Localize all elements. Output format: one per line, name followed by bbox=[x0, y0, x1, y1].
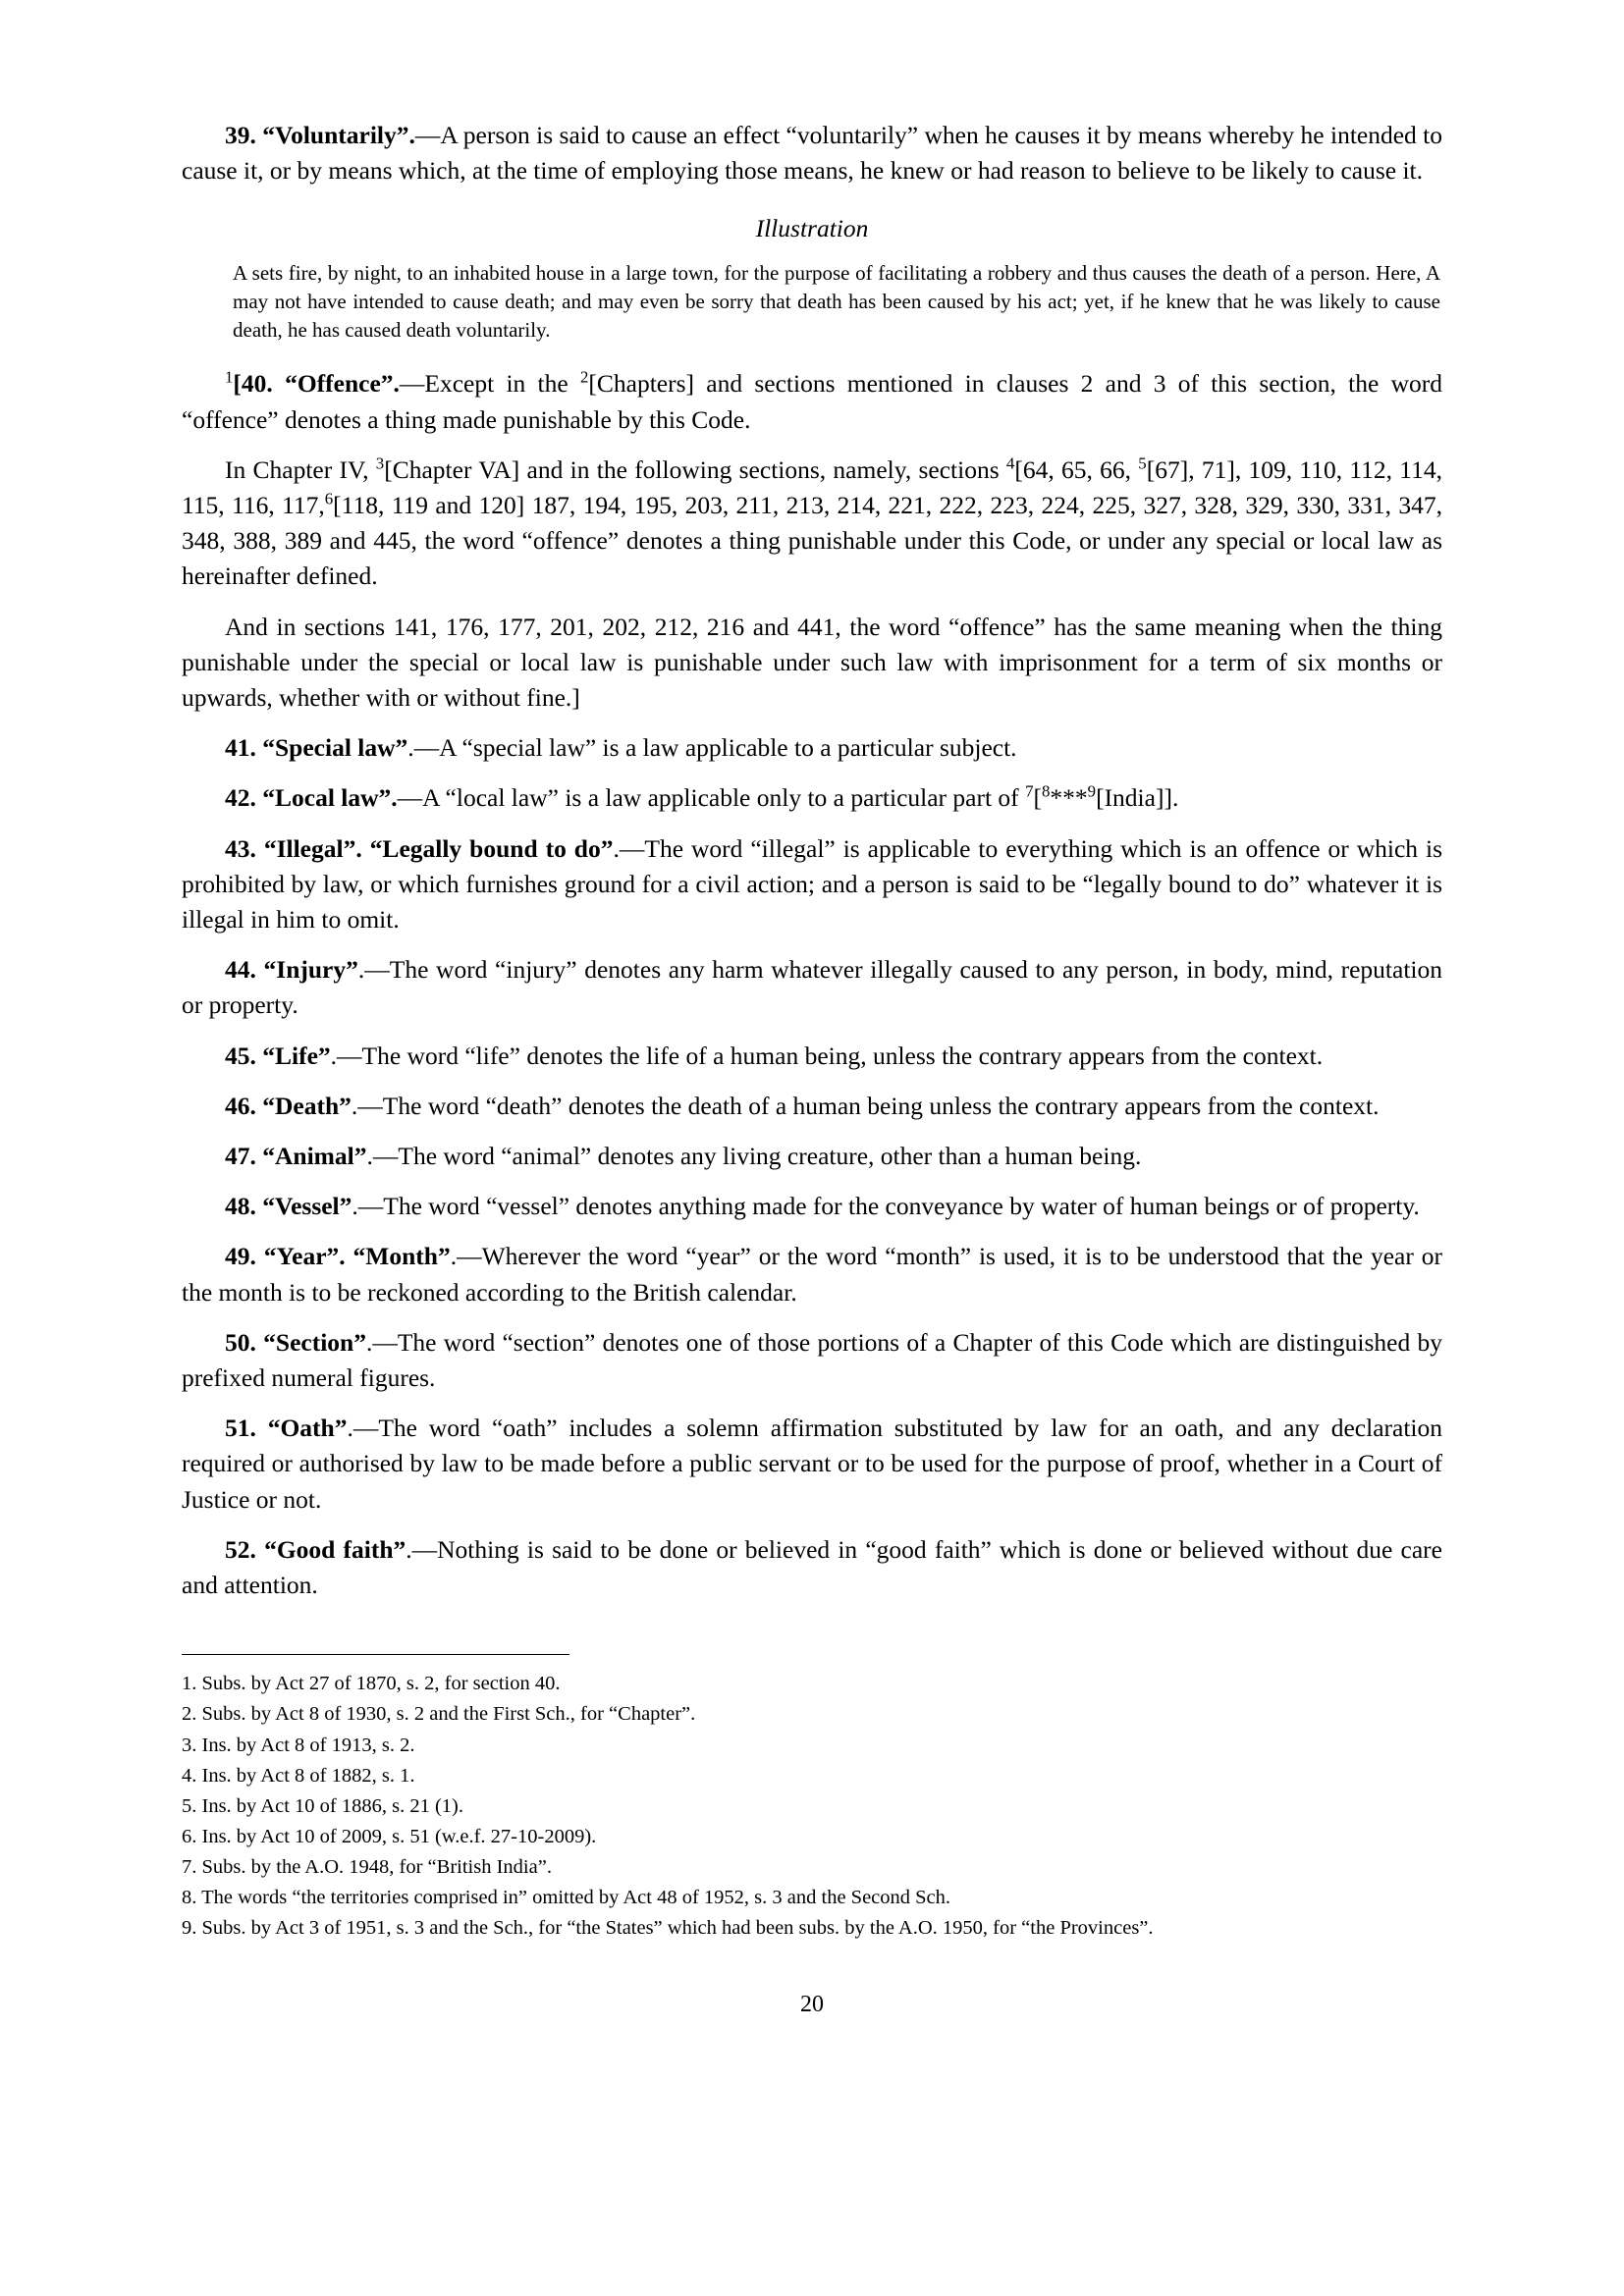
section-39-number: 39. bbox=[225, 121, 256, 149]
footnote-separator bbox=[182, 1654, 569, 1655]
section-40-paragraph-3: And in sections 141, 176, 177, 201, 202, 212, 216 and 441, the word “offence” has the same meaning when the thing punishable under the special or local law is punishable under such law with imprisonment for a term of six months or upwards, whether with or without fine.] bbox=[182, 612, 1442, 712]
footnote-ref-2: 2 bbox=[579, 367, 589, 387]
section-52-number: 52. bbox=[225, 1534, 256, 1564]
section-47-number: 47. bbox=[225, 1141, 256, 1170]
footnote-item: 1. Subs. by Act 27 of 1870, s. 2, for section 40. bbox=[182, 1673, 561, 1695]
section-44-number: 44. bbox=[225, 955, 256, 985]
footnote-item: 6. Ins. by Act 10 of 2009, s. 51 (w.e.f. 27-10-2009). bbox=[182, 1825, 597, 1847]
section-51-number: 51. bbox=[225, 1414, 256, 1443]
section-49 bbox=[182, 1239, 1442, 1309]
section-43-title: “Illegal”. “Legally bound to do” bbox=[263, 833, 614, 863]
illustration-text: A sets fire, by night, to an inhabited house in a large town, for the purpose of facilitating a robbery and thus causes the death of a person. Here, A may not have intended to cause death; and may even be sorry that death has been caused by his act; yet, if he knew that he was likely to cause death, he has caused death voluntarily. bbox=[233, 261, 1440, 343]
s40-p2-c: [64, 65, 66, bbox=[1014, 454, 1139, 484]
footnote-ref-3: 3 bbox=[375, 454, 385, 473]
section-40-open-bracket: [ bbox=[233, 369, 242, 399]
section-44-text: .—The word “injury” denotes any harm whatever illegally caused to any person, in body, mind, reputation or property. bbox=[182, 955, 1443, 1020]
section-40 bbox=[182, 366, 1442, 437]
section-45-title: “Life” bbox=[262, 1041, 331, 1070]
footnote-ref-8: 8 bbox=[1041, 781, 1051, 801]
footnote-item: 9. Subs. by Act 3 of 1951, s. 3 and the Sch., for “the States” which had been subs. by the A.O. 1950, for “the Provinces”. bbox=[182, 1917, 1154, 1940]
s40-p2-a: In Chapter IV, bbox=[225, 454, 376, 484]
section-41 bbox=[182, 730, 1442, 766]
s40-p2-e: [118, 119 and 120] 187, 194, 195, 203, 211, 213, 214, 221, 222, 223, 224, 225, 327, 328, 329, 330, 331, 347, 348, 388, 389 and 445, the word “offence” denotes a thing punishable under this Code, or under any special or local law as hereinafter defined. bbox=[182, 490, 1442, 591]
section-50-number: 50. bbox=[225, 1327, 256, 1357]
section-45-number: 45. bbox=[225, 1041, 256, 1070]
footnote-ref-5: 5 bbox=[1138, 454, 1147, 473]
section-52-text: .—Nothing is said to be done or believed in “good faith” which is done or believed without due care and attention. bbox=[182, 1534, 1442, 1599]
section-47 bbox=[182, 1139, 1442, 1174]
section-48 bbox=[182, 1189, 1442, 1224]
section-42-number: 42. bbox=[225, 783, 256, 813]
section-45 bbox=[182, 1039, 1442, 1074]
section-43 bbox=[182, 831, 1442, 938]
section-39-title: “Voluntarily”. bbox=[262, 121, 415, 149]
footnote-item: 7. Subs. by the A.O. 1948, for “British India”. bbox=[182, 1856, 552, 1879]
section-42-text-b: [ bbox=[1033, 783, 1042, 813]
footnote-ref-9: 9 bbox=[1087, 781, 1097, 801]
footnote-ref-1: 1 bbox=[225, 367, 234, 387]
section-46-text: .—The word “death” denotes the death of a human being unless the contrary appears from the context. bbox=[351, 1091, 1380, 1120]
section-45-text: .—The word “life” denotes the life of a human being, unless the contrary appears from the context. bbox=[330, 1041, 1324, 1070]
section-44 bbox=[182, 952, 1442, 1023]
section-50-text: .—The word “section” denotes one of those portions of a Chapter of this Code which are distinguished by prefixed numeral figures. bbox=[182, 1327, 1442, 1392]
section-50-title: “Section” bbox=[263, 1327, 366, 1357]
section-40-title: “Offence”. bbox=[285, 369, 400, 399]
section-46-title: “Death” bbox=[262, 1091, 352, 1120]
section-50 bbox=[182, 1325, 1442, 1396]
s40-p2-b: [Chapter VA] and in the following sections, namely, sections bbox=[384, 454, 1006, 484]
section-51-title: “Oath” bbox=[267, 1414, 348, 1443]
section-40-paragraph-2 bbox=[182, 453, 1442, 595]
section-46-number: 46. bbox=[225, 1091, 256, 1120]
footnote-item: 5. Ins. by Act 10 of 1886, s. 21 (1). bbox=[182, 1794, 463, 1817]
section-47-text: .—The word “animal” denotes any living creature, other than a human being. bbox=[366, 1141, 1142, 1170]
section-52-title: “Good faith” bbox=[264, 1534, 406, 1564]
section-51-text: .—The word “oath” includes a solemn affirmation substituted by law for an oath, and any declaration required or authorised by law to be made before a public servant or to be used for the purpose of proof, whether in a Court of Justice or not. bbox=[182, 1414, 1442, 1514]
section-42 bbox=[182, 780, 1442, 816]
section-44-title: “Injury” bbox=[263, 955, 358, 985]
footnote-item: 3. Ins. by Act 8 of 1913, s. 2. bbox=[182, 1734, 415, 1756]
section-41-title: “Special law” bbox=[262, 733, 408, 763]
footnote-ref-6: 6 bbox=[324, 489, 334, 508]
section-42-text-c: *** bbox=[1050, 783, 1088, 813]
section-41-number: 41. bbox=[225, 733, 256, 763]
footnote-item: 2. Subs. by Act 8 of 1930, s. 2 and the First Sch., for “Chapter”. bbox=[182, 1703, 696, 1726]
section-40-number: 40. bbox=[241, 369, 273, 399]
page-number: 20 bbox=[800, 1991, 824, 2017]
footnote-item: 4. Ins. by Act 8 of 1882, s. 1. bbox=[182, 1764, 415, 1787]
section-41-text: .—A “special law” is a law applicable to a particular subject. bbox=[407, 733, 1017, 763]
section-48-number: 48. bbox=[225, 1192, 256, 1221]
section-49-text: .—Wherever the word “year” or the word “month” is used, it is to be understood that the year or the month is to be reckoned according to the British calendar. bbox=[182, 1242, 1443, 1307]
section-47-title: “Animal” bbox=[262, 1141, 367, 1170]
footnote-item: 8. The words “the territories comprised in” omitted by Act 48 of 1952, s. 3 and the Second Sch. bbox=[182, 1887, 951, 1909]
section-43-number: 43. bbox=[225, 833, 256, 863]
section-42-title: “Local law”. bbox=[262, 783, 398, 813]
footnote-ref-4: 4 bbox=[1005, 454, 1015, 473]
footnote-ref-7: 7 bbox=[1025, 781, 1034, 801]
section-42-text-a: —A “local law” is a law applicable only to a particular part of bbox=[397, 783, 1026, 813]
footnote-area bbox=[182, 1654, 1442, 1944]
section-42-text-d: [India]]. bbox=[1096, 783, 1179, 813]
section-46 bbox=[182, 1089, 1442, 1124]
section-51 bbox=[182, 1411, 1442, 1518]
section-40-text-a: —Except in the bbox=[399, 369, 580, 399]
section-48-title: “Vessel” bbox=[262, 1192, 352, 1221]
section-48-text: .—The word “vessel” denotes anything made for the conveyance by water of human beings or of property. bbox=[352, 1192, 1420, 1221]
section-49-title: “Year”. “Month” bbox=[263, 1242, 451, 1271]
section-49-number: 49. bbox=[225, 1242, 256, 1271]
section-39-text: —A person is said to cause an effect “voluntarily” when he causes it by means whereby he intended to cause it, or by means which, at the time of employing those means, he knew or had reason to believe to be likely to cause it. bbox=[182, 121, 1443, 186]
section-52 bbox=[182, 1532, 1442, 1603]
section-39 bbox=[182, 118, 1442, 188]
illustration-heading: Illustration bbox=[755, 214, 869, 243]
section-40-text-b: [Chapters] and sections mentioned in clauses 2 and 3 of this section, the word “offence” denotes a thing made punishable by this Code. bbox=[182, 369, 1443, 434]
s40-p2-d: [67], 71], 109, 110, 112, 114, 115, 116, 117, bbox=[182, 454, 1442, 519]
section-43-text: .—The word “illegal” is applicable to everything which is an offence or which is prohibited by law, or which furnishes ground for a civil action; and a person is said to be “legally bound to do” whatever it is illegal in him to omit. bbox=[182, 833, 1442, 934]
